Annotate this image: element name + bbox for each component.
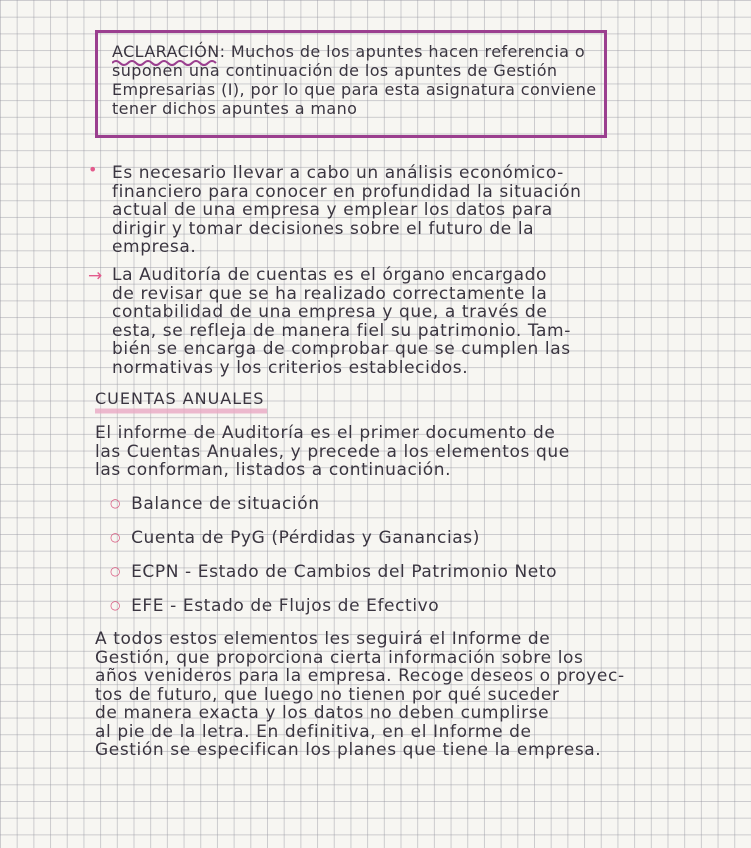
paragraph-line: tos de futuro, que luego no tienen por qué suceder [95,684,560,705]
paragraph-line: las Cuentas Anuales, y precede a los elementos que [95,441,570,462]
paragraph-line: A todos estos elementos les seguirá el Informe de [95,629,551,649]
paragraph-line: Es necesario llevar a cabo un análisis económico- [112,163,564,183]
paragraph-line: financiero para conocer en profundidad la situación [112,181,582,202]
paragraph-line: Gestión se especifican los planes que tiene la empresa. [95,740,602,760]
list-item [110,494,320,514]
circle-bullet-icon: ○ [110,564,122,578]
section-title: CUENTAS ANUALES [95,389,265,408]
list-item-text: Cuenta de PyG (Pérdidas y Ganancias) [131,528,480,548]
paragraph-audit [112,266,692,377]
circle-bullet-icon: ○ [110,496,122,510]
paragraph-analysis [112,164,692,257]
paragraph-line: las conforman, listados a continuación. [95,460,452,480]
list-item [110,562,557,582]
paragraph-line: empresa. [112,237,197,257]
paragraph-line: contabilidad de una empresa y que, a través de [112,302,548,322]
circle-bullet-icon: ○ [110,598,122,612]
note-text-block [112,42,597,118]
paragraph-line: La Auditoría de cuentas es el órgano encargado [112,265,548,285]
arrow-right-icon: → [88,266,103,286]
paragraph-line: Gestión, que proporciona cierta información sobre los [95,647,584,668]
note-body: : Muchos de los apuntes hacen referencia o suponen una continuación de los apuntes de Gestión Empresarias (I), por lo que para esta asignatura conviene tener dichos apuntes a mano [112,42,597,118]
list-item-text: Balance de situación [131,494,320,514]
note-label: ACLARACIÓN [112,42,220,61]
paragraph-line: normativas y los criterios establecidos. [112,357,469,378]
paragraph-line: esta, se refleja de manera fiel su patrimonio. Tam- [112,320,571,341]
paragraph-line: al pie de la letra. En definitiva, en el Informe de [95,721,532,742]
paragraph-line: de manera exacta y los datos no deben cumplirse [95,703,550,723]
section-intro [95,424,695,480]
paragraph-line: dirigir y tomar decisiones sobre el futuro de la [112,218,535,239]
paragraph-line: actual de una empresa y emplear los datos para [112,200,553,220]
paragraph-management-report [95,630,715,760]
note-label-underline [112,59,220,67]
paragraph-line: bién se encarga de comprobar que se cumplen las [112,339,571,359]
paragraph-line: años venideros para la empresa. Recoge deseos o proyec- [95,666,625,686]
list-item [110,596,439,616]
section-title-underline [95,407,267,415]
paragraph-line: El informe de Auditoría es el primer documento de [95,423,556,443]
list-item-text: ECPN - Estado de Cambios del Patrimonio Neto [131,562,558,582]
list-item-text: EFE - Estado de Flujos de Efectivo [131,596,440,616]
list-item [110,528,480,548]
pink-bullet-icon: • [88,160,98,179]
circle-bullet-icon: ○ [110,530,122,544]
paragraph-line: de revisar que se ha realizado correctamente la [112,283,548,304]
